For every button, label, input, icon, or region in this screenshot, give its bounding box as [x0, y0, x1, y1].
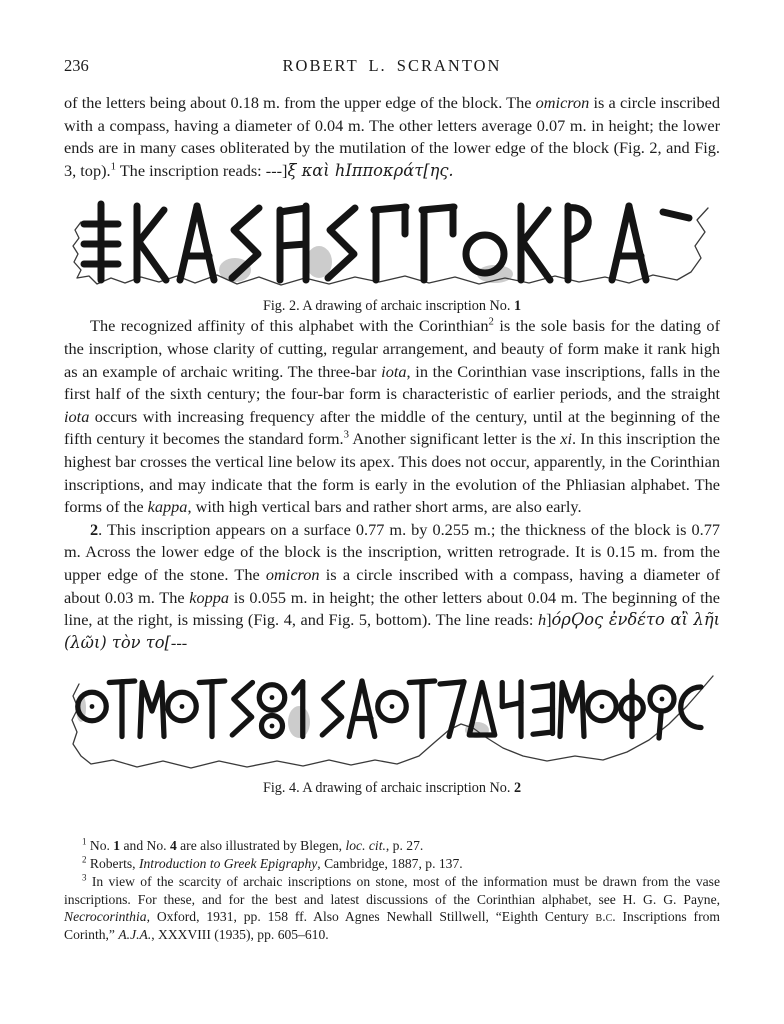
paragraph-1: of the letters being about 0.18 m. from the upper edge of the block. The omicron is a circle inscribed with a compass, having a diameter of 0.04 m. The other letters average 0.07 m. in height; the lower ends are in many cases obliterated by the mutilation of the lower edge of the block (Fig. 2, and Fig. 3, top).$^1$ The inscription reads: ---]ξ καὶ hΙπποκράτ[ης. — [64, 93, 720, 180]
paragraph-3: 2. This inscription appears on a surface 0.77 m. by 0.255 m.; the thickness of the block is 0.77 m. Across the lower edge of the block is the inscription, written retrograde. It is 0.15 m. from the upper edge of the stone. The omicron is a circle inscribed with a compass, having a diameter of about 0.03 m. The koppa is 0.055 m. in height; the other letters about 0.04 m. The beginning of the line, at the right, is missing (Fig. 4, and Fig. 5, bottom). The line reads: h]όρϘος ἐνδέτο αἲ λῆι (λῶι) τὸν το[--- — [64, 519, 720, 652]
figure-4-caption: Fig. 4. A drawing of archaic inscription No. 2 — [262, 780, 522, 797]
footnote-1: $^1$ No. 1 and No. 4 are also illustrated by Blegen, loc. cit., p. 27. — [82, 836, 424, 854]
running-head: ROBERT L. SCRANTON — [282, 56, 502, 75]
figure-2-caption: Fig. 2. A drawing of archaic inscription No. 1 — [262, 298, 522, 315]
page-number: 236 — [64, 56, 89, 75]
figure-4 — [64, 664, 720, 797]
paragraph-2: The recognized affinity of this alphabet with the Corinthian$^2$ is the sole basis for the dating of the inscription, whose clarity of cutting, regular arrangement, and beauty of form make it rank high as an example of archaic writing. The three-bar iota, in the Corinthian vase inscriptions, falls in the first half of the sixth century; the four-bar form is characteristic of earlier periods, and the straight iota occurs with increasing frequency after the middle of the century, until at the beginning of the fifth century it becomes the standard form.$^3$ Another significant letter is the xi. In this inscription the highest bar crosses the vertical line below its apex. This does not occur, apparently, in the Corinthian inscriptions, and may indicate that the form is early in the evolution of the Phliasian alphabet. The forms of the kappa, with high vertical bars and rather short arms, are also early. — [64, 315, 721, 517]
page-header — [64, 56, 720, 78]
inscription-drawing-2 — [67, 664, 717, 776]
inscription-drawing-1 — [67, 192, 717, 294]
footnote-3: $^3$ In view of the scarcity of archaic inscriptions on stone, most of the information must be drawn from the vase inscriptions. For these, and for the best and latest discussions of the Corinthian alphabet, see H. G. G. Payne, Necrocorinthia, Oxford, 1931, pp. 158 ff. Also Agnes Newhall Stillwell, “Eighth Century b.c. Inscriptions from Corinth,” A.J.A., XXXVIII (1935), pp. 605–610. — [64, 872, 720, 943]
footnotes — [64, 837, 720, 944]
figure-2 — [64, 192, 720, 315]
footnote-2: $^2$ Roberts, Introduction to Greek Epigraphy, Cambridge, 1887, p. 137. — [82, 854, 463, 872]
